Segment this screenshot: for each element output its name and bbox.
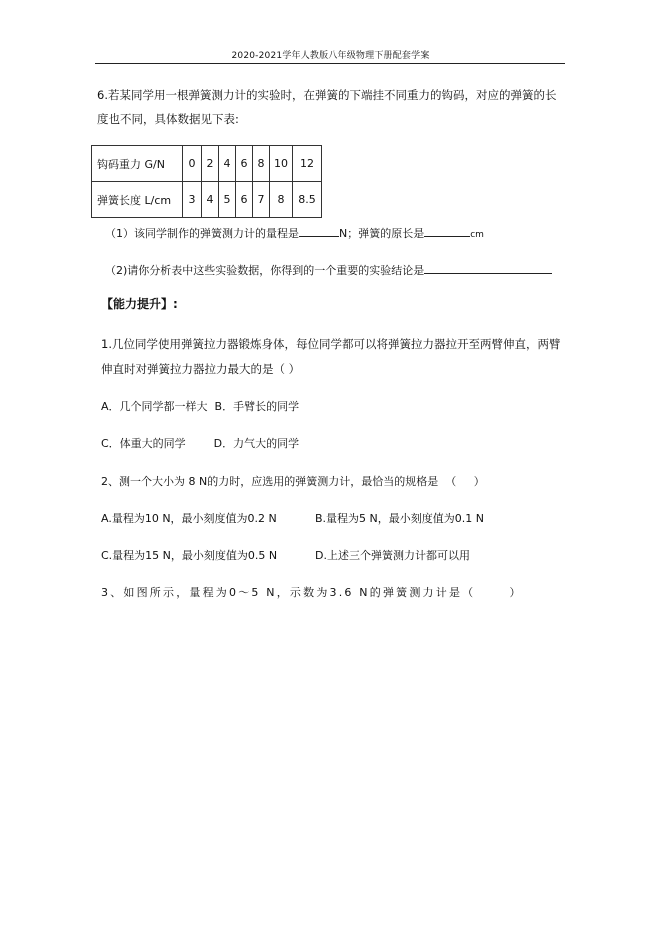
table-cell-row1-label: 钩码重力 G/N	[92, 146, 183, 182]
header-divider	[95, 63, 565, 64]
table-cell: 12	[293, 146, 322, 182]
table-cell: 6	[236, 146, 253, 182]
q6-length-blank[interactable]	[424, 225, 470, 237]
p1-stem-line2: 伸直时对弹簧拉力器拉力最大的是（ ）	[101, 362, 301, 376]
p2-option-b: B.量程为5 N，最小刻度值为0.1 N	[315, 512, 484, 525]
p1-stem-line1: 1.几位同学使用弹簧拉力器锻炼身体，每位同学都可以将弹簧拉力器拉开至两臂伸直，两臂	[101, 337, 561, 351]
p3-stem: 3、如图所示，量程为0～5 N，示数为3.6 N的弹簧测力计是（ ）	[101, 586, 523, 599]
p1-options-line2: C．体重大的同学 D．力气大的同学	[101, 437, 300, 450]
page-header: 2020-2021学年人教版八年级物理下册配套学案	[231, 51, 430, 61]
p2-option-c: C.量程为15 N，最小刻度值为0.5 N	[101, 549, 278, 562]
table-cell: 10	[270, 146, 293, 182]
q6-stem-line2: 度也不同，具体数据见下表:	[97, 112, 239, 126]
table-cell: 2	[202, 146, 219, 182]
q6-sub1	[105, 225, 484, 243]
table-cell: 4	[219, 146, 236, 182]
q6-sub1-part2: N；弹簧的原长是	[339, 227, 425, 240]
table-cell: 8	[270, 182, 293, 218]
p2-stem: 2、测一个大小为 8 N的力时，应选用的弹簧测力计，最恰当的规格是 （ ）	[101, 475, 485, 488]
table-cell-row2-label: 弹簧长度 L/cm	[92, 182, 183, 218]
q6-sub2-text: （2)请你分析表中这些实验数据，你得到的一个重要的实验结论是	[105, 264, 425, 277]
table-cell: 8	[253, 146, 270, 182]
section-title: 【能力提升】:	[101, 297, 178, 311]
table-row	[92, 146, 322, 182]
q6-range-blank[interactable]	[299, 225, 339, 237]
q6-stem-line1: 6.若某同学用一根弹簧测力计的实验时，在弹簧的下端挂不同重力的钩码，对应的弹簧的长	[97, 88, 557, 102]
q6-conclusion-blank[interactable]	[424, 262, 552, 274]
q6-sub2	[105, 262, 552, 279]
table-cell: 8.5	[293, 182, 322, 218]
p2-option-a: A.量程为10 N，最小刻度值为0.2 N	[101, 512, 277, 525]
table-cell: 6	[236, 182, 253, 218]
table-cell: 4	[202, 182, 219, 218]
q6-sub1-part3: cm	[470, 230, 484, 240]
p1-options-line1: A．几个同学都一样大 B．手臂长的同学	[101, 400, 300, 413]
table-cell: 3	[183, 182, 202, 218]
p2-option-d: D.上述三个弹簧测力计都可以用	[315, 549, 470, 562]
table-cell: 7	[253, 182, 270, 218]
data-table	[91, 145, 322, 218]
table-cell: 0	[183, 146, 202, 182]
table-row	[92, 182, 322, 218]
table-cell: 5	[219, 182, 236, 218]
q6-sub1-part1: （1）该同学制作的弹簧测力计的量程是	[105, 227, 299, 240]
